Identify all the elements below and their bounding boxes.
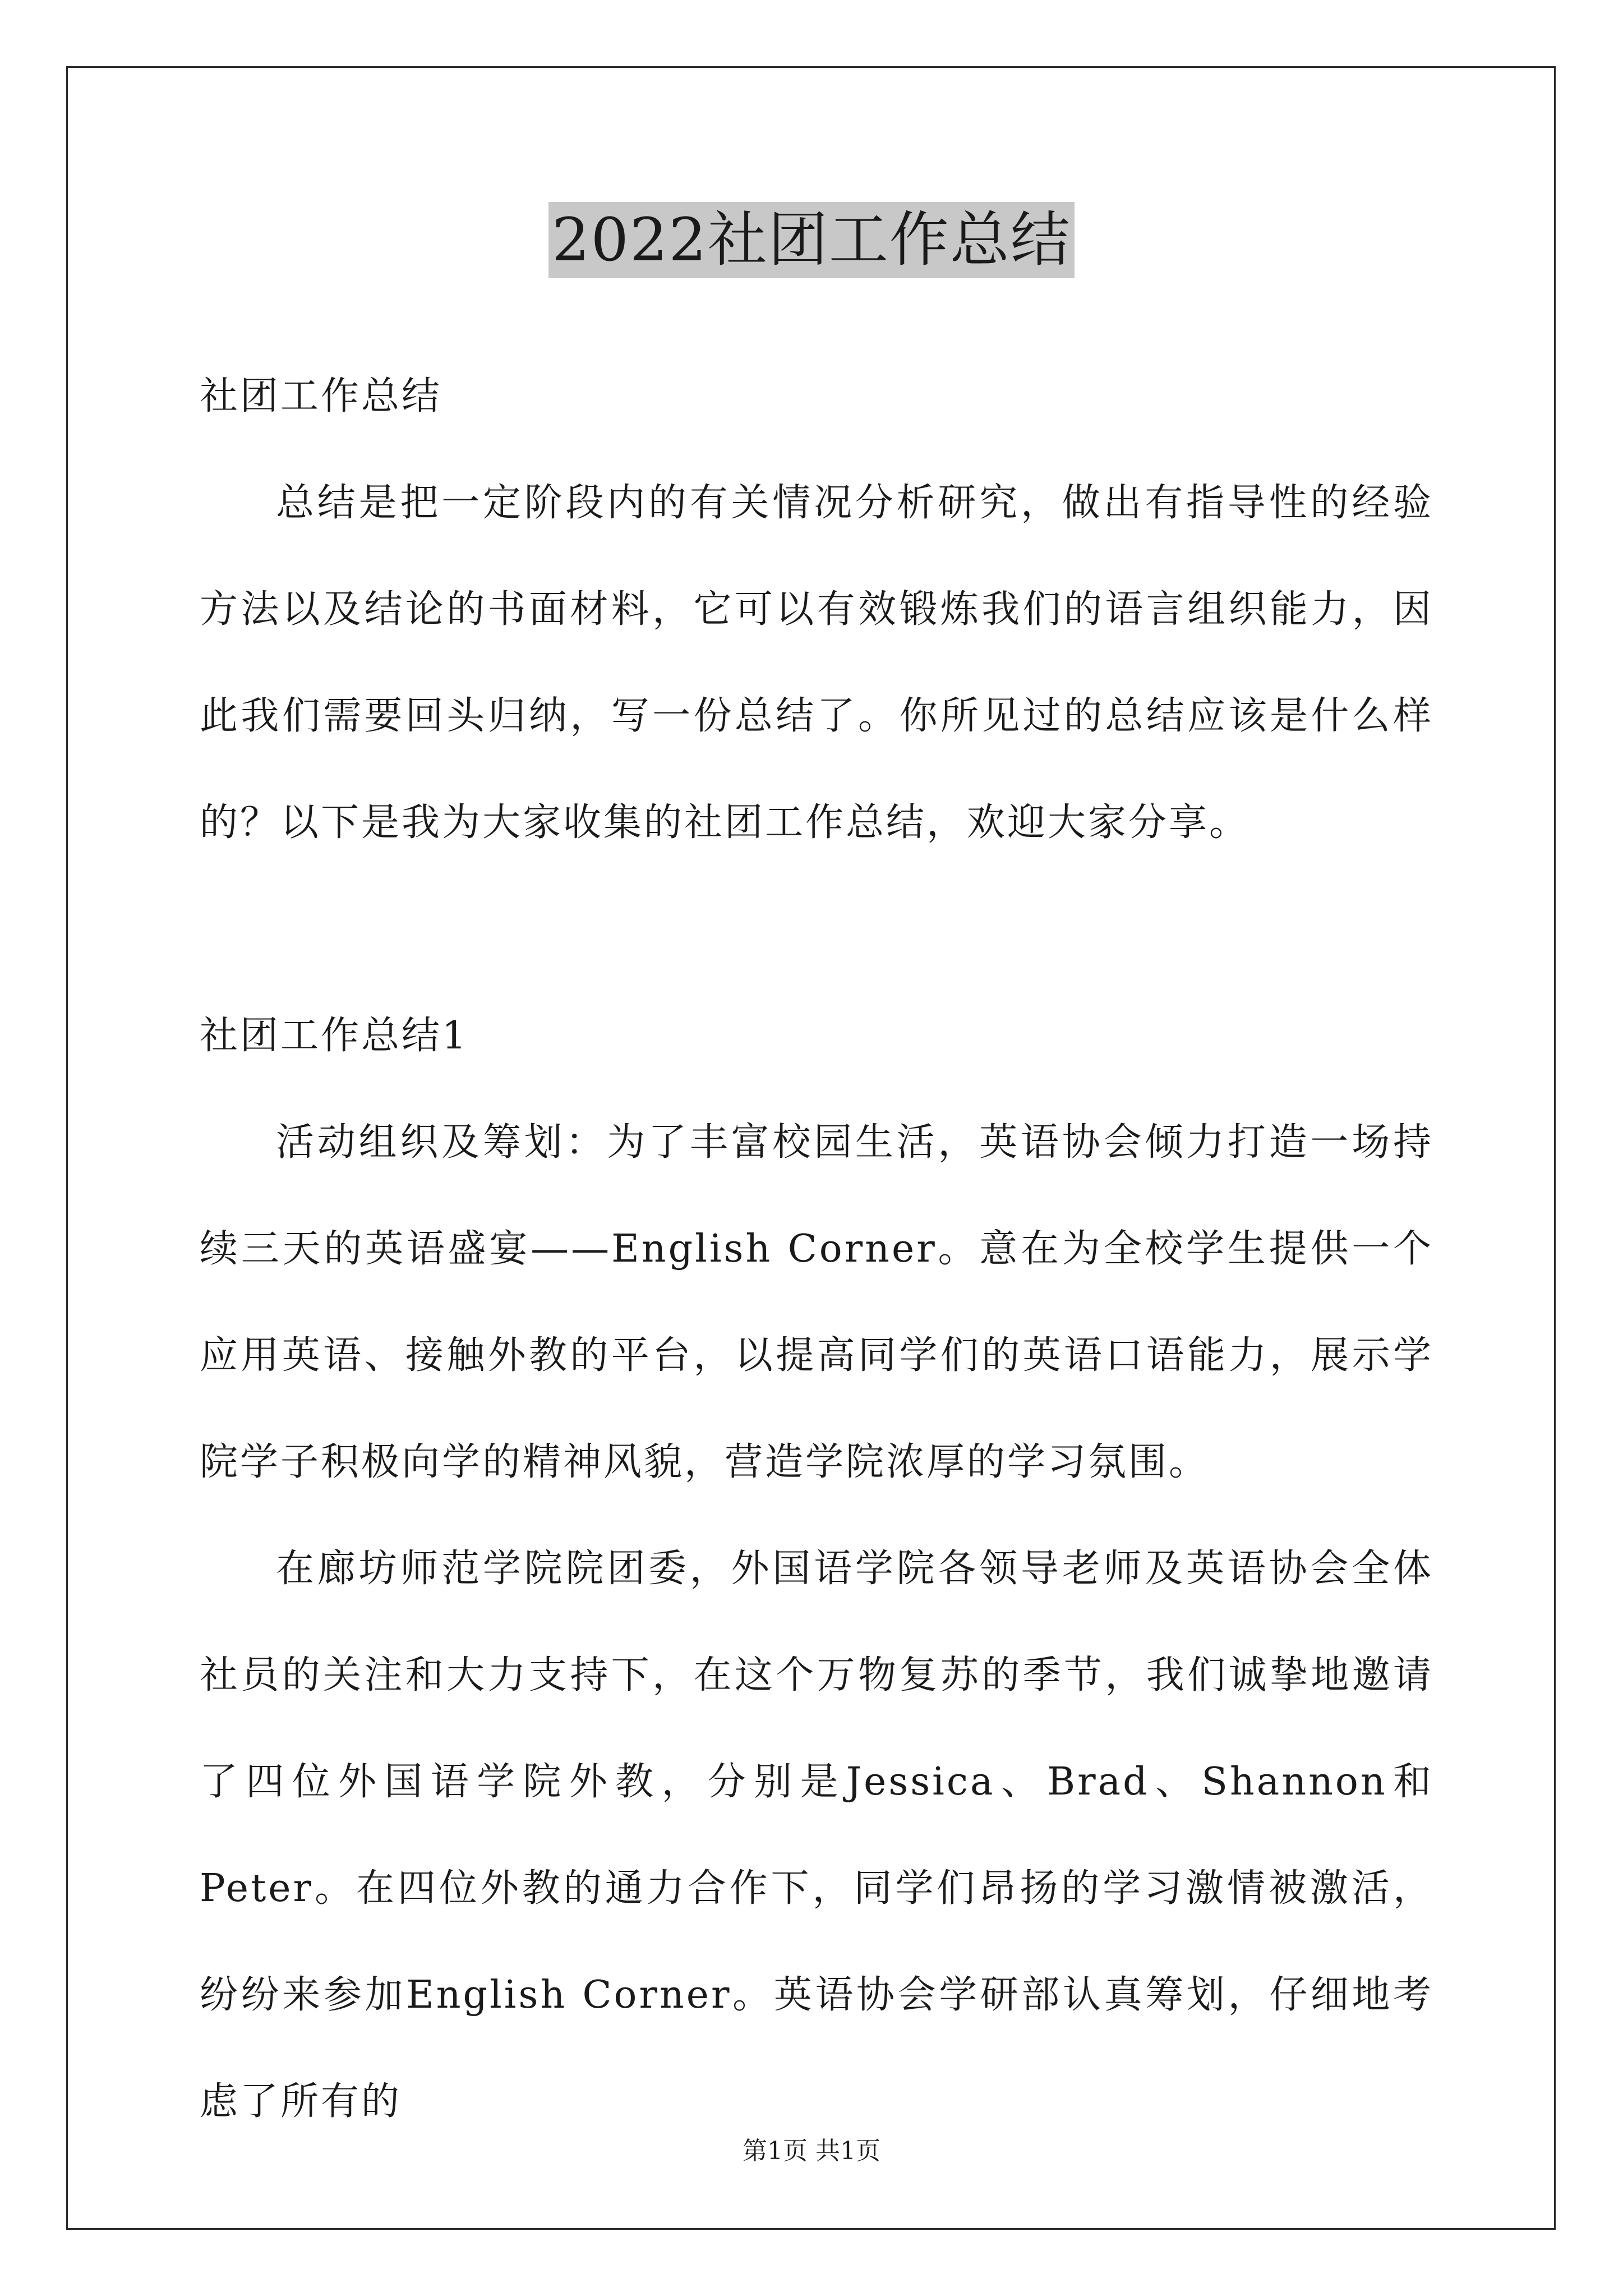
- section1-paragraph-2: 在廊坊师范学院院团委，外国语学院各领导老师及英语协会全体社员的关注和大力支持下，在这个万物复苏的季节，我们诚挚地邀请了四位外国语学院外教，分别是Jessica、Brad、Shannon和Peter。在四位外教的通力合作下，同学们昂扬的学习激情被激活，纷纷来参加English Corner。英语协会学研部认真筹划，仔细地考虑了所有的: [200, 1547, 1433, 2124]
- intro-heading: 社团工作总结: [200, 374, 442, 418]
- intro-paragraph: 总结是把一定阶段内的有关情况分析研究，做出有指导性的经验方法以及结论的书面材料，它可以有效锻炼我们的语言组织能力，因此我们需要回头归纳，写一份总结了。你所见过的总结应该是什么样的？以下是我为大家收集的社团工作总结，欢迎大家分享。: [200, 481, 1433, 845]
- page-footer: 第1页 共1页: [743, 2137, 880, 2165]
- document-body: [200, 343, 1433, 2155]
- title-container: [0, 202, 1623, 278]
- document-title: 2022社团工作总结: [548, 202, 1075, 278]
- section-spacer: [200, 876, 1433, 983]
- section1-paragraph-1: 活动组织及筹划：为了丰富校园生活，英语协会倾力打造一场持续三天的英语盛宴——English Corner。意在为全校学生提供一个应用英语、接触外教的平台，以提高同学们的英语口语能力，展示学院学子积极向学的精神风貌，营造学院浓厚的学习氛围。: [200, 1120, 1433, 1484]
- section1-heading: 社团工作总结1: [200, 1014, 469, 1058]
